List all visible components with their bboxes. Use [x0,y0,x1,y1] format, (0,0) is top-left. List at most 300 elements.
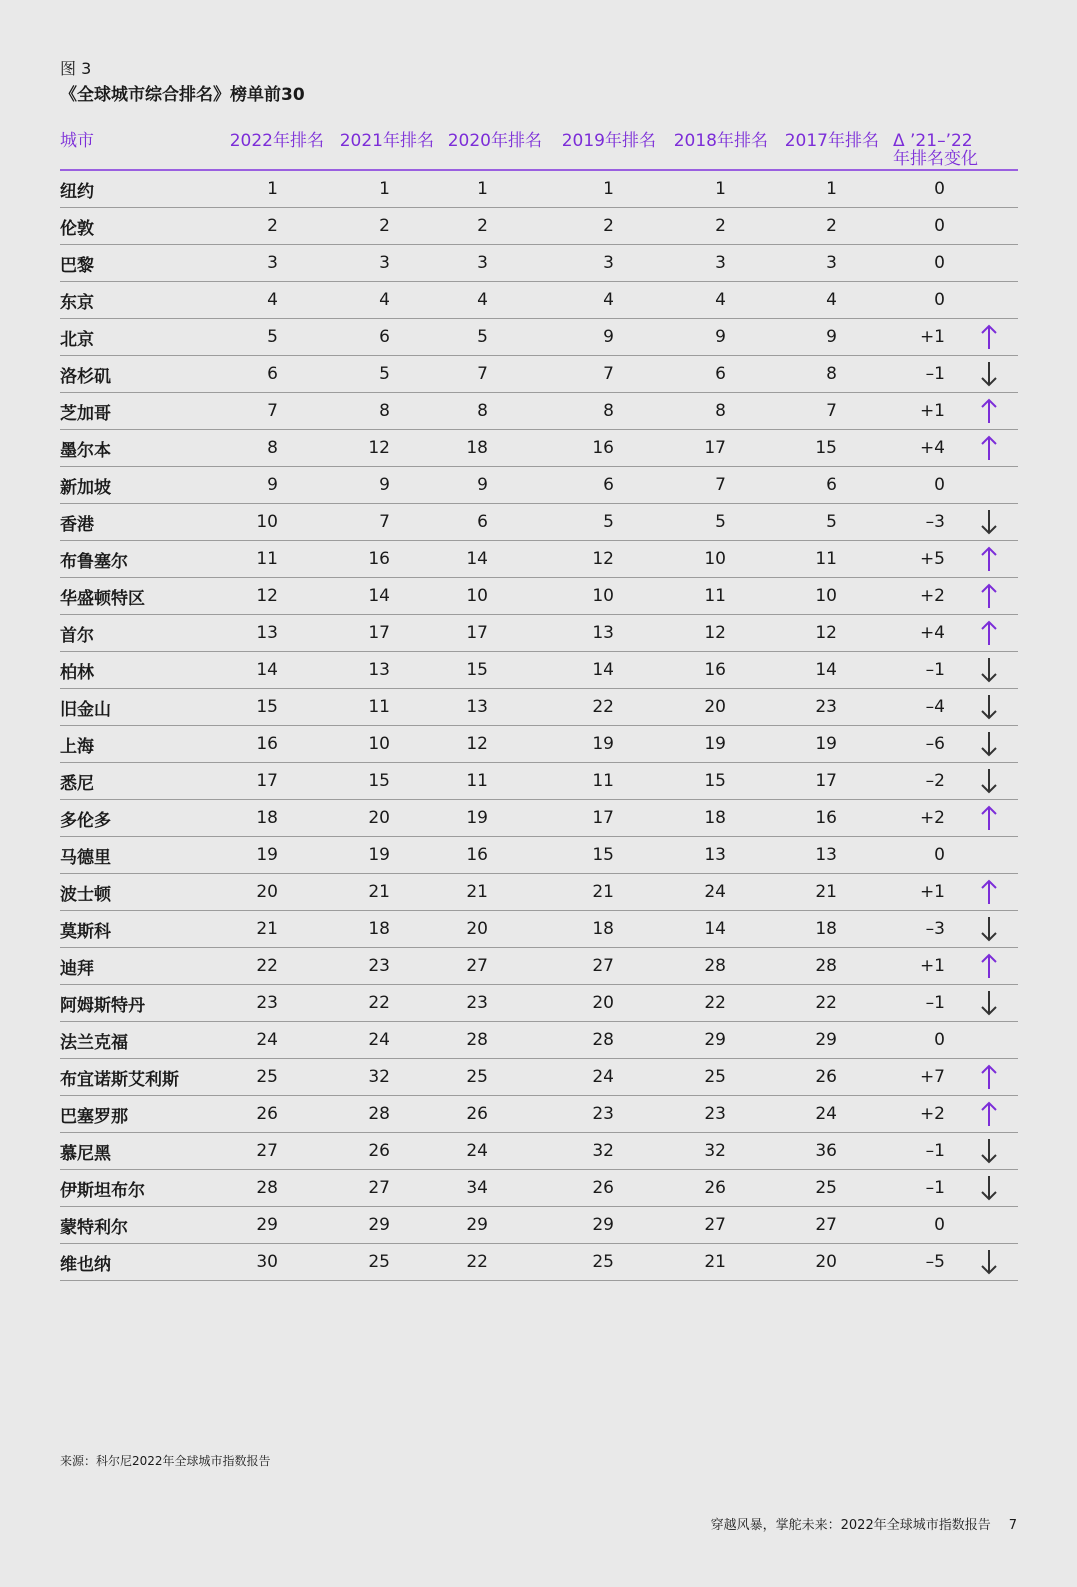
city-name: 柏林 [60,652,220,689]
rank-2020: 1 [434,170,542,208]
rank-2022: 24 [220,1022,324,1059]
rank-2022: 19 [220,837,324,874]
rank-2018: 18 [656,800,768,837]
rank-2019: 12 [542,541,656,578]
arrow-up-icon [980,956,998,976]
rank-2019: 7 [542,356,656,393]
rank-delta: 0 [879,1207,959,1244]
city-name: 华盛顿特区 [60,578,220,615]
rank-2019: 15 [542,837,656,874]
city-name: 迪拜 [60,948,220,985]
rank-delta: +2 [879,1096,959,1133]
rank-delta: +2 [879,578,959,615]
footer-title: 穿越风暴，掌舵未来：2022年全球城市指数报告 [710,1518,991,1533]
rank-2017: 8 [768,356,879,393]
table-row [60,1133,1018,1170]
rank-delta: +4 [879,430,959,467]
table-row [60,541,1018,578]
rank-2017: 9 [768,319,879,356]
arrow-up-icon [980,586,998,606]
rank-2018: 3 [656,245,768,282]
rank-2021: 11 [324,689,434,726]
rank-2017: 25 [768,1170,879,1207]
rank-2017: 28 [768,948,879,985]
table-row [60,1244,1018,1281]
rank-delta: –1 [879,356,959,393]
rank-2019: 17 [542,800,656,837]
rank-2020: 17 [434,615,542,652]
city-name: 布鲁塞尔 [60,541,220,578]
rank-2020: 13 [434,689,542,726]
arrow-down-icon [980,771,998,791]
rank-2021: 8 [324,393,434,430]
rank-2020: 21 [434,874,542,911]
header-delta-line1: Δ ’21–’22 [893,131,973,151]
trend-cell [959,208,1018,245]
rank-delta: –3 [879,504,959,541]
rank-2017: 29 [768,1022,879,1059]
rank-2017: 17 [768,763,879,800]
trend-cell [959,245,1018,282]
rank-2022: 11 [220,541,324,578]
rank-2017: 36 [768,1133,879,1170]
rank-delta: 0 [879,467,959,504]
rank-2021: 32 [324,1059,434,1096]
rank-2022: 6 [220,356,324,393]
rank-2017: 6 [768,467,879,504]
arrow-up-icon [980,808,998,828]
rank-2021: 13 [324,652,434,689]
table-row [60,208,1018,245]
city-name: 多伦多 [60,800,220,837]
rank-2021: 6 [324,319,434,356]
header-2022: 2022年排名 [220,128,324,170]
rank-2021: 5 [324,356,434,393]
figure-title: 《全球城市综合排名》榜单前30 [60,85,305,105]
rank-2022: 20 [220,874,324,911]
header-2021: 2021年排名 [324,128,434,170]
rank-2021: 12 [324,430,434,467]
trend-cell [959,1133,1018,1170]
rank-2018: 13 [656,837,768,874]
city-name: 香港 [60,504,220,541]
rank-2020: 27 [434,948,542,985]
city-name: 悉尼 [60,763,220,800]
rank-2018: 12 [656,615,768,652]
rank-2019: 9 [542,319,656,356]
rank-2018: 6 [656,356,768,393]
trend-cell [959,541,1018,578]
rank-2020: 23 [434,985,542,1022]
trend-cell [959,578,1018,615]
city-name: 新加坡 [60,467,220,504]
city-name: 东京 [60,282,220,319]
city-name: 布宜诺斯艾利斯 [60,1059,220,1096]
rank-delta: +4 [879,615,959,652]
rank-2022: 2 [220,208,324,245]
trend-cell [959,393,1018,430]
rank-delta: +1 [879,874,959,911]
rank-2020: 24 [434,1133,542,1170]
rank-2021: 16 [324,541,434,578]
header-delta-line2: 年排名变化 [893,149,978,169]
arrow-up-icon [980,623,998,643]
rank-2018: 21 [656,1244,768,1281]
rank-2019: 28 [542,1022,656,1059]
rank-2021: 9 [324,467,434,504]
city-name: 巴黎 [60,245,220,282]
table-row [60,1022,1018,1059]
rank-2019: 22 [542,689,656,726]
rank-2017: 16 [768,800,879,837]
rank-2020: 26 [434,1096,542,1133]
rank-2017: 11 [768,541,879,578]
arrow-down-icon [980,919,998,939]
rank-2017: 3 [768,245,879,282]
arrow-up-icon [980,1067,998,1087]
city-name: 马德里 [60,837,220,874]
table-row [60,615,1018,652]
rank-2018: 17 [656,430,768,467]
rank-2021: 3 [324,245,434,282]
header-2019: 2019年排名 [542,128,656,170]
arrow-down-icon [980,364,998,384]
page-footer [711,1514,1017,1533]
rank-2018: 9 [656,319,768,356]
rank-delta: 0 [879,282,959,319]
rank-2018: 22 [656,985,768,1022]
table-row [60,837,1018,874]
rank-2019: 10 [542,578,656,615]
rank-2018: 11 [656,578,768,615]
rank-2020: 22 [434,1244,542,1281]
rank-2017: 18 [768,911,879,948]
rank-2018: 16 [656,652,768,689]
table-row [60,874,1018,911]
rank-2021: 25 [324,1244,434,1281]
rank-2022: 30 [220,1244,324,1281]
rank-2020: 12 [434,726,542,763]
rank-2017: 22 [768,985,879,1022]
trend-cell [959,170,1018,208]
rank-2017: 21 [768,874,879,911]
rank-delta: –2 [879,763,959,800]
rank-2019: 21 [542,874,656,911]
rank-delta: 0 [879,170,959,208]
rank-delta: +1 [879,319,959,356]
rank-2018: 26 [656,1170,768,1207]
city-name: 伊斯坦布尔 [60,1170,220,1207]
arrow-down-icon [980,1141,998,1161]
rank-2019: 2 [542,208,656,245]
header-delta [879,128,1018,170]
rank-2017: 24 [768,1096,879,1133]
rank-2019: 13 [542,615,656,652]
rank-2022: 28 [220,1170,324,1207]
rank-2021: 21 [324,874,434,911]
rank-delta: –6 [879,726,959,763]
trend-cell [959,1244,1018,1281]
table-row [60,763,1018,800]
rank-2018: 24 [656,874,768,911]
rank-2018: 7 [656,467,768,504]
city-name: 芝加哥 [60,393,220,430]
table-row [60,1207,1018,1244]
rank-2019: 26 [542,1170,656,1207]
arrow-down-icon [980,697,998,717]
arrow-down-icon [980,734,998,754]
city-name: 慕尼黑 [60,1133,220,1170]
rank-2020: 4 [434,282,542,319]
trend-cell [959,615,1018,652]
city-name: 纽约 [60,170,220,208]
rank-2017: 10 [768,578,879,615]
rank-2018: 25 [656,1059,768,1096]
rank-2021: 20 [324,800,434,837]
rank-delta: 0 [879,245,959,282]
trend-cell [959,763,1018,800]
trend-cell [959,1022,1018,1059]
rank-delta: –1 [879,652,959,689]
rank-2017: 4 [768,282,879,319]
source-note: 来源：科尔尼2022年全球城市指数报告 [60,1454,271,1468]
rank-2020: 3 [434,245,542,282]
rank-2017: 13 [768,837,879,874]
arrow-down-icon [980,1252,998,1272]
arrow-up-icon [980,401,998,421]
rank-delta: –1 [879,985,959,1022]
rank-2019: 18 [542,911,656,948]
trend-cell [959,874,1018,911]
rank-2022: 10 [220,504,324,541]
rank-2021: 23 [324,948,434,985]
rank-delta: –1 [879,1133,959,1170]
trend-cell [959,430,1018,467]
table-row [60,467,1018,504]
trend-cell [959,689,1018,726]
city-name: 维也纳 [60,1244,220,1281]
rank-2018: 29 [656,1022,768,1059]
rank-2021: 28 [324,1096,434,1133]
table-row [60,911,1018,948]
rank-2018: 1 [656,170,768,208]
trend-cell [959,356,1018,393]
rank-2019: 5 [542,504,656,541]
rank-2020: 5 [434,319,542,356]
arrow-down-icon [980,512,998,532]
arrow-up-icon [980,882,998,902]
arrow-down-icon [980,993,998,1013]
trend-cell [959,467,1018,504]
table-row [60,800,1018,837]
table-row [60,985,1018,1022]
rank-2018: 14 [656,911,768,948]
city-name: 莫斯科 [60,911,220,948]
rank-2020: 18 [434,430,542,467]
rank-2020: 20 [434,911,542,948]
header-2020: 2020年排名 [434,128,542,170]
rank-2020: 6 [434,504,542,541]
rank-2022: 5 [220,319,324,356]
rank-2018: 23 [656,1096,768,1133]
table-row [60,319,1018,356]
rank-2022: 26 [220,1096,324,1133]
rank-2017: 26 [768,1059,879,1096]
rank-2017: 19 [768,726,879,763]
rank-2017: 12 [768,615,879,652]
rank-delta: +2 [879,800,959,837]
rank-2019: 16 [542,430,656,467]
rank-2022: 17 [220,763,324,800]
arrow-up-icon [980,1104,998,1124]
rank-2022: 12 [220,578,324,615]
rank-delta: +5 [879,541,959,578]
rank-2018: 5 [656,504,768,541]
rank-2021: 29 [324,1207,434,1244]
rank-2018: 15 [656,763,768,800]
table-header-row [60,128,1018,170]
rank-2021: 24 [324,1022,434,1059]
rank-2019: 29 [542,1207,656,1244]
arrow-down-icon [980,660,998,680]
rank-2017: 1 [768,170,879,208]
rank-2018: 2 [656,208,768,245]
table-row [60,652,1018,689]
rank-delta: –5 [879,1244,959,1281]
trend-cell [959,1207,1018,1244]
rank-2018: 8 [656,393,768,430]
trend-cell [959,1059,1018,1096]
ranking-table [60,128,1018,1281]
rank-2020: 25 [434,1059,542,1096]
rank-2018: 4 [656,282,768,319]
rank-delta: –1 [879,1170,959,1207]
rank-2019: 19 [542,726,656,763]
rank-2018: 10 [656,541,768,578]
city-name: 波士顿 [60,874,220,911]
rank-2018: 27 [656,1207,768,1244]
rank-2021: 2 [324,208,434,245]
rank-2020: 16 [434,837,542,874]
rank-2022: 9 [220,467,324,504]
trend-cell [959,1170,1018,1207]
rank-2017: 27 [768,1207,879,1244]
rank-2019: 4 [542,282,656,319]
rank-2020: 14 [434,541,542,578]
table-row [60,170,1018,208]
rank-delta: 0 [879,837,959,874]
table-row [60,1170,1018,1207]
rank-2022: 29 [220,1207,324,1244]
table-row [60,1096,1018,1133]
city-name: 伦敦 [60,208,220,245]
rank-2022: 18 [220,800,324,837]
rank-2021: 26 [324,1133,434,1170]
rank-2017: 23 [768,689,879,726]
table-row [60,578,1018,615]
table-row [60,245,1018,282]
rank-2019: 24 [542,1059,656,1096]
rank-2019: 27 [542,948,656,985]
header-city: 城市 [60,128,220,170]
table-row [60,689,1018,726]
rank-2018: 19 [656,726,768,763]
rank-delta: +7 [879,1059,959,1096]
city-name: 法兰克福 [60,1022,220,1059]
rank-2022: 15 [220,689,324,726]
rank-2020: 29 [434,1207,542,1244]
rank-2019: 20 [542,985,656,1022]
page-number: 7 [1008,1518,1017,1533]
rank-2022: 3 [220,245,324,282]
city-name: 洛杉矶 [60,356,220,393]
arrow-down-icon [980,1178,998,1198]
rank-delta: +1 [879,948,959,985]
rank-2021: 17 [324,615,434,652]
trend-cell [959,319,1018,356]
rank-2022: 23 [220,985,324,1022]
rank-2020: 11 [434,763,542,800]
rank-2019: 23 [542,1096,656,1133]
rank-2017: 5 [768,504,879,541]
rank-2020: 15 [434,652,542,689]
trend-cell [959,1096,1018,1133]
city-name: 上海 [60,726,220,763]
trend-cell [959,504,1018,541]
rank-2022: 13 [220,615,324,652]
rank-2020: 2 [434,208,542,245]
rank-2018: 28 [656,948,768,985]
rank-2019: 1 [542,170,656,208]
city-name: 旧金山 [60,689,220,726]
rank-2020: 7 [434,356,542,393]
trend-cell [959,837,1018,874]
rank-2017: 20 [768,1244,879,1281]
trend-cell [959,726,1018,763]
city-name: 蒙特利尔 [60,1207,220,1244]
rank-2019: 6 [542,467,656,504]
table-row [60,504,1018,541]
rank-2019: 11 [542,763,656,800]
rank-2022: 16 [220,726,324,763]
trend-cell [959,282,1018,319]
header-2018: 2018年排名 [656,128,768,170]
rank-2017: 15 [768,430,879,467]
rank-2021: 10 [324,726,434,763]
trend-cell [959,911,1018,948]
rank-2020: 10 [434,578,542,615]
rank-2021: 1 [324,170,434,208]
trend-cell [959,948,1018,985]
rank-2019: 8 [542,393,656,430]
city-name: 墨尔本 [60,430,220,467]
city-name: 阿姆斯特丹 [60,985,220,1022]
rank-2022: 7 [220,393,324,430]
rank-2017: 7 [768,393,879,430]
rank-2018: 32 [656,1133,768,1170]
rank-2020: 9 [434,467,542,504]
trend-cell [959,652,1018,689]
rank-2020: 34 [434,1170,542,1207]
rank-2019: 32 [542,1133,656,1170]
rank-2021: 7 [324,504,434,541]
table-row [60,282,1018,319]
rank-2022: 1 [220,170,324,208]
table-row [60,726,1018,763]
rank-delta: –3 [879,911,959,948]
rank-2021: 22 [324,985,434,1022]
city-name: 巴塞罗那 [60,1096,220,1133]
